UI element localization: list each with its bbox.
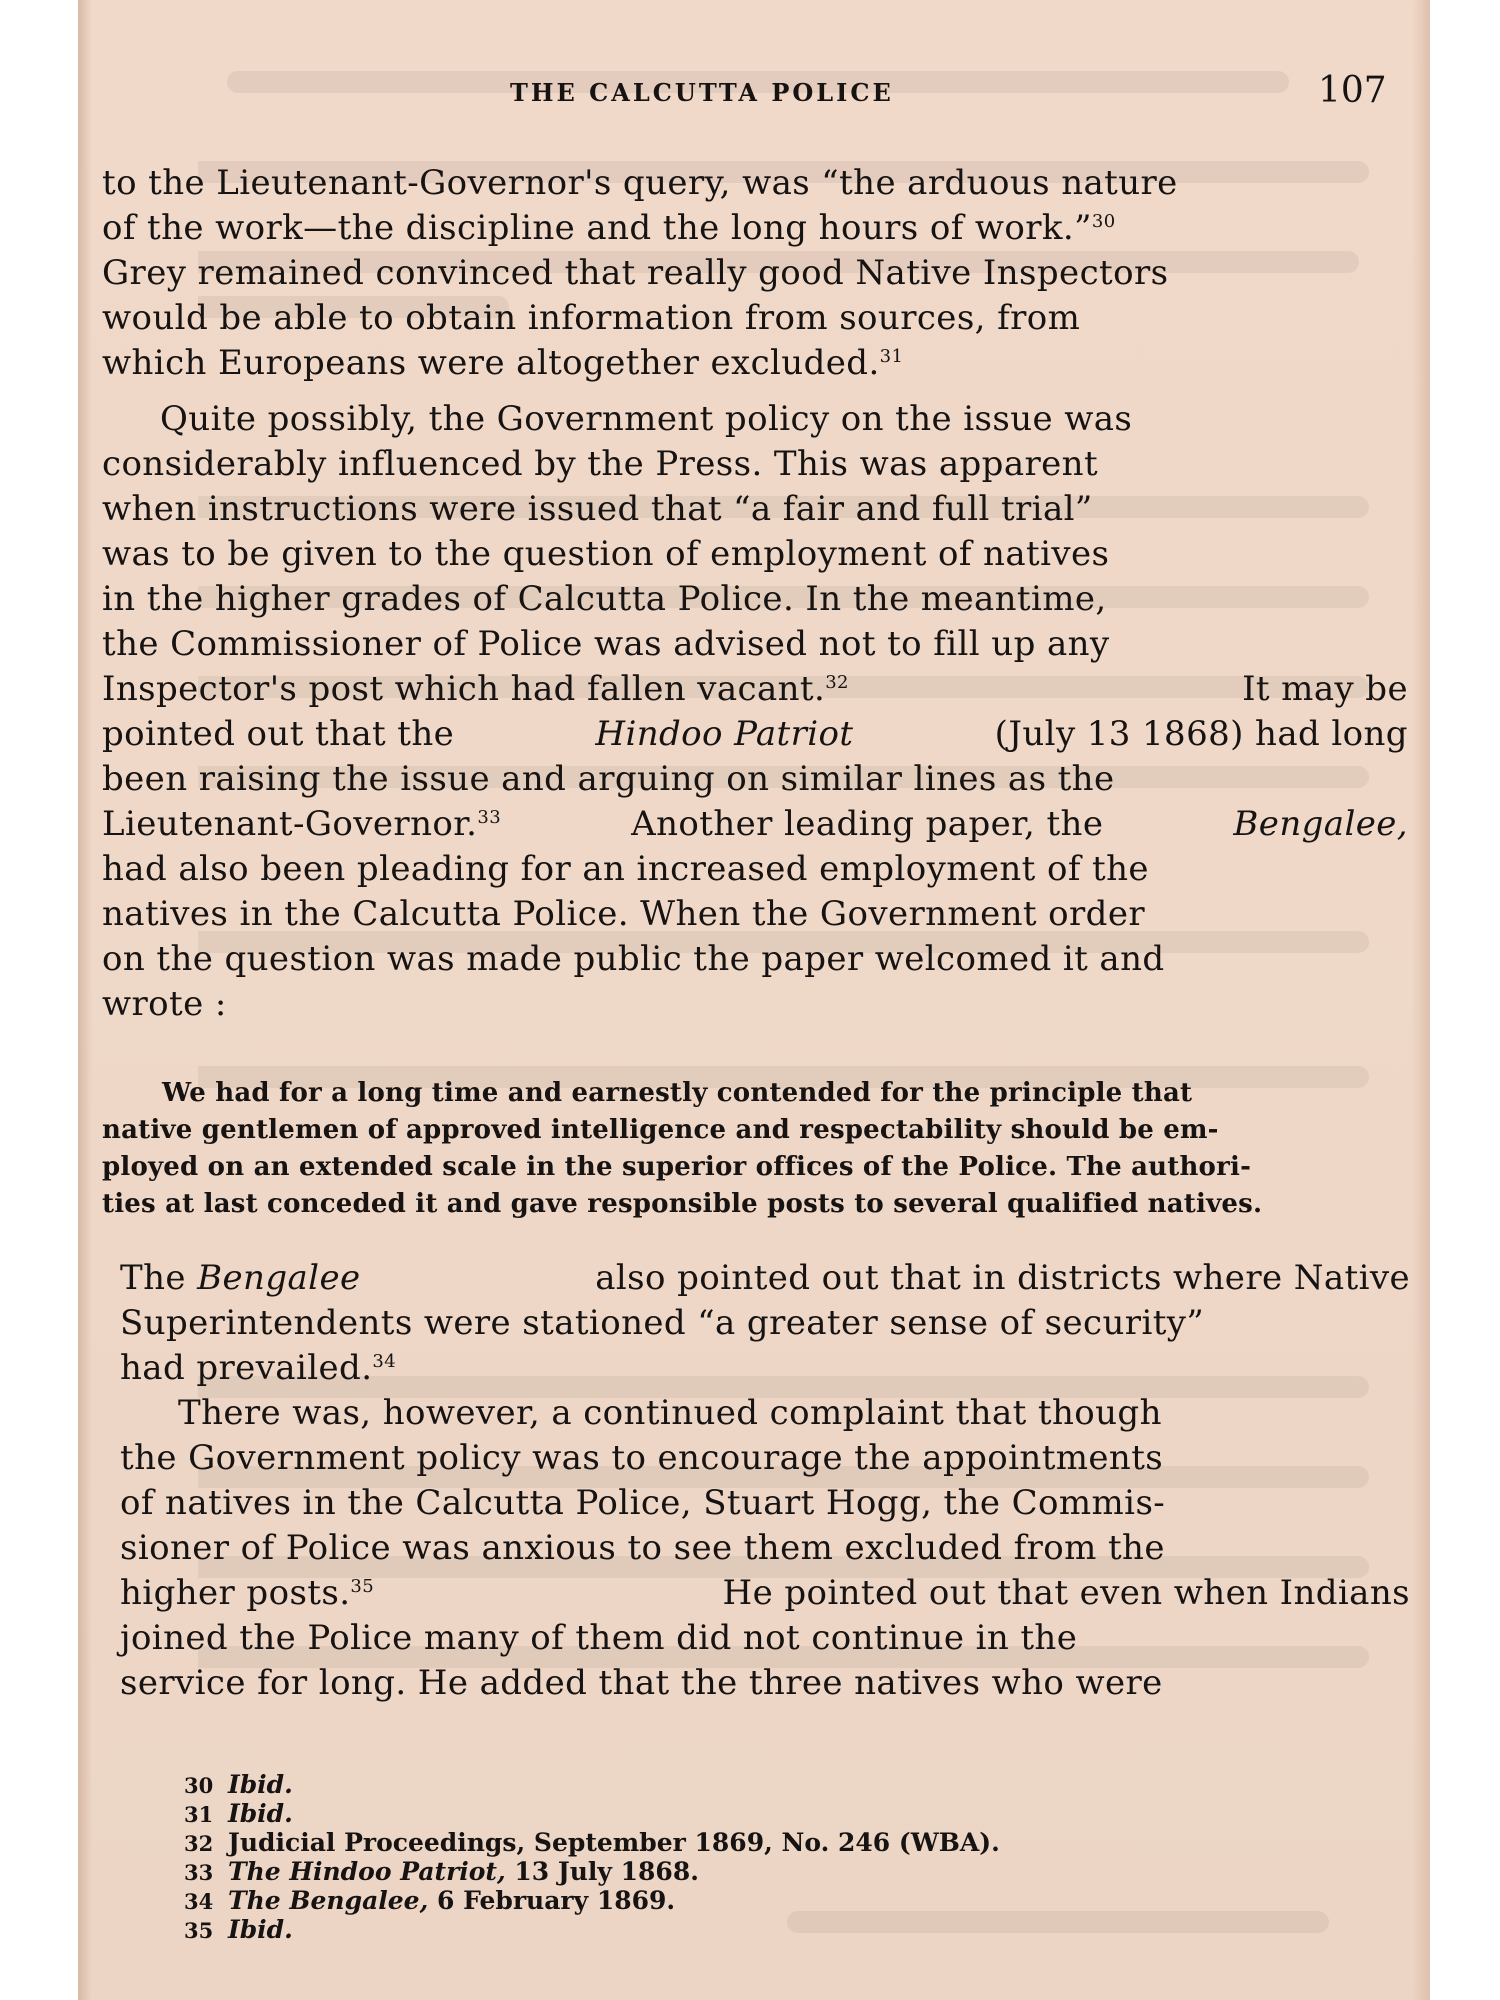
body-line	[120, 1348, 396, 1388]
body-line-text: been raising the issue and arguing on similar lines as the	[102, 759, 1115, 799]
body-line-text: It may be	[1242, 669, 1408, 709]
scanned-page	[78, 0, 1430, 2000]
footnote-number: 34	[184, 1889, 214, 1914]
body-line	[178, 1393, 1410, 1433]
body-line	[102, 579, 1408, 619]
body-line	[102, 984, 227, 1024]
footnote-text: Judicial Proceedings, September 1869, No. 246 (WBA).	[228, 1828, 1000, 1857]
body-line-text: which Europeans were altogether excluded.	[102, 343, 880, 383]
newspaper-title: Bengalee,	[1233, 804, 1408, 844]
body-line-text	[102, 669, 849, 709]
body-line-segment: The	[120, 1258, 186, 1298]
body-line-text: Superintendents were stationed “a greater sense of security”	[120, 1303, 1205, 1343]
footnote	[184, 1886, 675, 1916]
body-line-segment: Inspector's post which had fallen vacant.	[102, 669, 826, 709]
body-line-segment: Lieutenant-Governor.	[102, 804, 478, 844]
body-line-text: the Commissioner of Police was advised not to fill up any	[102, 624, 1110, 664]
footnote-text: Ibid.	[228, 1770, 293, 1799]
footnote-title: The Bengalee,	[228, 1886, 429, 1915]
body-line	[120, 1528, 1410, 1568]
body-line	[120, 1573, 1410, 1613]
body-line	[102, 343, 903, 383]
body-line	[102, 804, 1408, 844]
body-line-text: joined the Police many of them did not continue in the	[120, 1618, 1078, 1658]
body-line-text: pointed out that the	[102, 714, 455, 754]
body-line	[102, 534, 1408, 574]
body-line-text: Another leading paper, the	[631, 804, 1104, 844]
quote-line-text: We had for a long time and earnestly contended for the principle that	[162, 1078, 1193, 1108]
body-line-text: on the question was made public the paper welcomed it and	[102, 939, 1165, 979]
body-line-text: Quite possibly, the Government policy on the issue was	[160, 399, 1133, 439]
footnote	[184, 1915, 293, 1945]
quote-line-text: ties at last conceded it and gave responsible posts to several qualified natives.	[102, 1189, 1263, 1219]
body-line	[102, 669, 1408, 709]
body-line-text: when instructions were issued that “a fair and full trial”	[102, 489, 1093, 529]
footnote	[184, 1770, 293, 1800]
body-line	[120, 1438, 1410, 1478]
body-line-text: in the higher grades of Calcutta Police. In the meantime,	[102, 579, 1107, 619]
page-edge-shadow-left	[78, 0, 92, 2000]
body-line-text: was to be given to the question of employment of natives	[102, 534, 1110, 574]
body-line-text	[120, 1573, 374, 1613]
footnote-text: Ibid.	[228, 1915, 293, 1944]
footnote-number: 30	[184, 1773, 214, 1798]
body-line	[102, 894, 1408, 934]
footnote-title: The Hindoo Patriot,	[228, 1857, 506, 1886]
body-line-text: to the Lieutenant-Governor's query, was “the arduous nature	[102, 163, 1178, 203]
page-header	[78, 70, 1430, 118]
body-line	[102, 939, 1408, 979]
body-line	[102, 253, 1406, 293]
body-line	[102, 298, 1408, 338]
body-line	[102, 759, 1408, 799]
body-line	[102, 163, 1410, 203]
note-ref: 30	[1091, 211, 1116, 232]
body-line-text: (July 13 1868) had long	[994, 714, 1408, 754]
body-line	[120, 1663, 1410, 1703]
body-line-text: had also been pleading for an increased employment of the	[102, 849, 1149, 889]
body-line-text: There was, however, a continued complaint that though	[178, 1393, 1162, 1433]
footnote-text: Ibid.	[228, 1799, 293, 1828]
quote-line	[102, 1151, 1412, 1183]
running-head: THE CALCUTTA POLICE	[510, 78, 894, 107]
quote-line	[162, 1077, 1414, 1109]
note-ref: 32	[825, 672, 849, 693]
body-line-text: the Government policy was to encourage the appointments	[120, 1438, 1164, 1478]
body-line-text: of the work—the discipline and the long hours of work.”	[102, 208, 1092, 248]
quote-line	[102, 1188, 1262, 1220]
body-line-text	[102, 804, 501, 844]
note-ref: 33	[477, 807, 502, 828]
footnote-text: 13 July 1868.	[514, 1857, 699, 1886]
newspaper-title: Hindoo Patriot	[595, 714, 854, 754]
quote-line-text: native gentlemen of approved intelligence and respectability should be em-	[102, 1115, 1219, 1145]
body-line-text: He pointed out that even when Indians	[722, 1573, 1410, 1613]
body-line	[102, 714, 1408, 754]
footnote	[184, 1828, 1000, 1858]
body-line	[102, 489, 1408, 529]
footnote-number: 31	[184, 1802, 214, 1827]
note-ref: 31	[879, 346, 904, 367]
body-line	[102, 849, 1408, 889]
body-line-text: of natives in the Calcutta Police, Stuart Hogg, the Commis-	[120, 1483, 1166, 1523]
body-line	[102, 444, 1408, 484]
page-number: 107	[1318, 70, 1387, 111]
note-ref: 35	[350, 1576, 375, 1597]
body-line-text	[120, 1258, 360, 1298]
body-line	[102, 208, 1116, 248]
footnote	[184, 1799, 293, 1829]
body-line-text: considerably influenced by the Press. This was apparent	[102, 444, 1099, 484]
body-line	[160, 399, 1410, 439]
footnote-text: 6 February 1869.	[437, 1886, 676, 1915]
footnote-number: 32	[184, 1831, 214, 1856]
newspaper-title: Bengalee	[197, 1258, 361, 1298]
body-line	[120, 1303, 1410, 1343]
body-line	[120, 1618, 1410, 1658]
body-line-text: wrote :	[102, 984, 227, 1024]
body-line-text: also pointed out that in districts where Native	[595, 1258, 1410, 1298]
body-line-text: had prevailed.	[120, 1348, 373, 1388]
body-line-segment: higher posts.	[120, 1573, 351, 1613]
quote-line	[102, 1114, 1412, 1146]
footnote-number: 35	[184, 1918, 214, 1943]
footnote-number: 33	[184, 1860, 214, 1885]
body-line	[120, 1258, 1410, 1298]
body-line-text: Grey remained convinced that really good Native Inspectors	[102, 253, 1169, 293]
body-line	[120, 1483, 1410, 1523]
body-line-text: sioner of Police was anxious to see them excluded from the	[120, 1528, 1165, 1568]
body-line-text: natives in the Calcutta Police. When the Government order	[102, 894, 1146, 934]
body-line-text: service for long. He added that the three natives who were	[120, 1663, 1163, 1703]
note-ref: 34	[372, 1351, 397, 1372]
body-line-text: would be able to obtain information from sources, from	[102, 298, 1081, 338]
footnote	[184, 1857, 699, 1887]
quote-line-text: ployed on an extended scale in the superior offices of the Police. The authori-	[102, 1152, 1252, 1182]
page-edge-shadow-right	[1412, 0, 1430, 2000]
body-line	[102, 624, 1408, 664]
